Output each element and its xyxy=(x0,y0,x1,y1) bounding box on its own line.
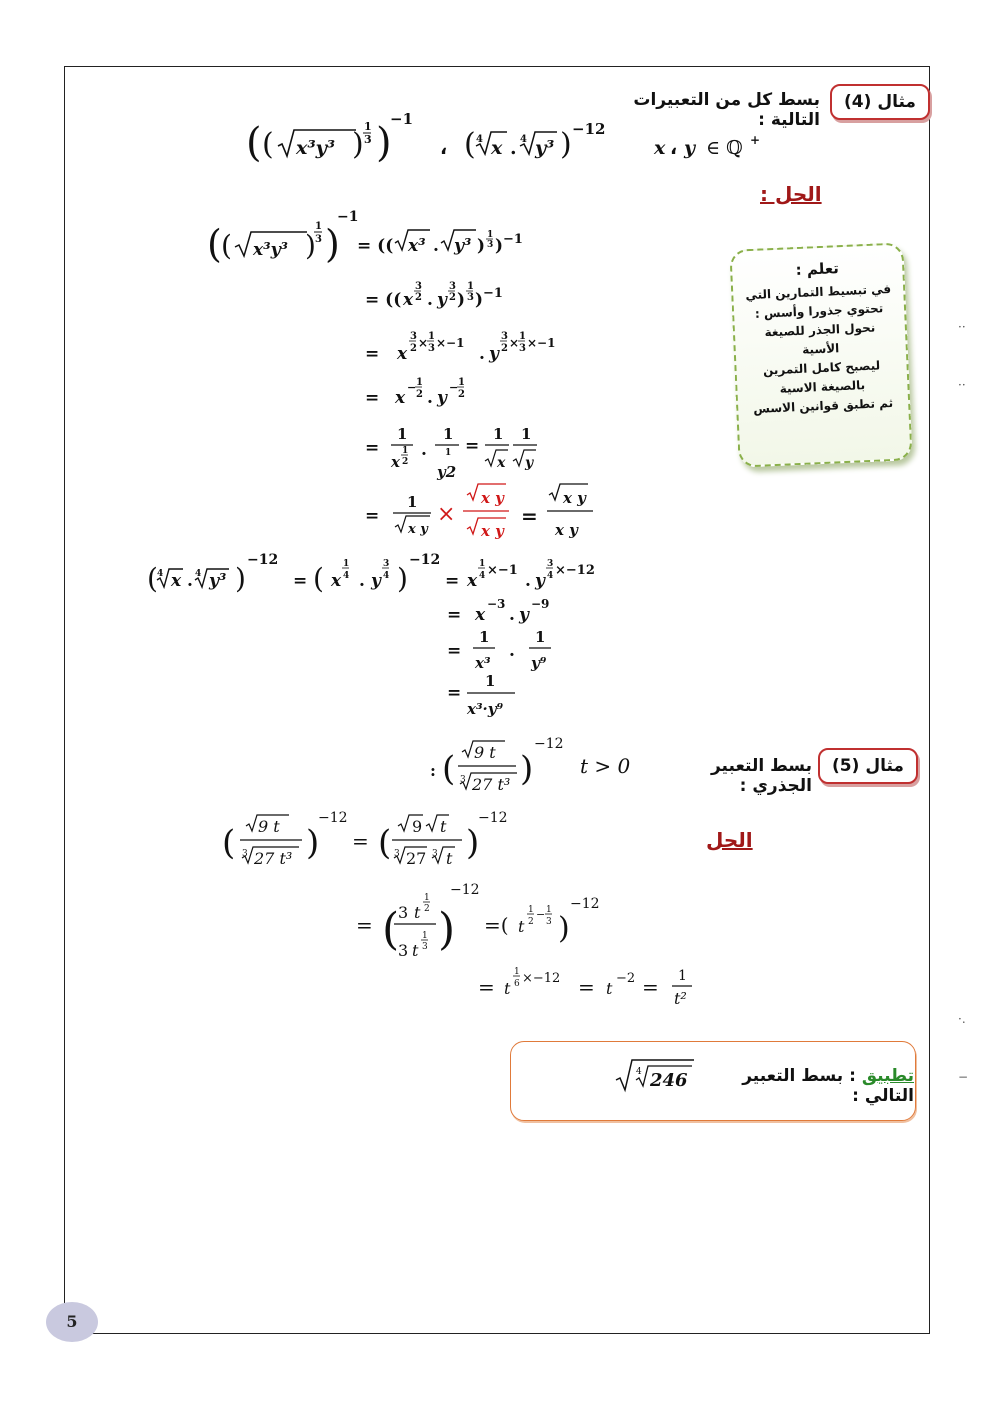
svg-text:(: ( xyxy=(222,823,236,863)
svg-text:= ((: = (( xyxy=(365,290,402,310)
learn-note-line: الأسية xyxy=(801,341,840,357)
svg-text:y⁹: y⁹ xyxy=(531,654,547,672)
svg-text:.: . xyxy=(509,605,515,625)
svg-text:×−1: ×−1 xyxy=(527,336,556,350)
svg-text:3: 3 xyxy=(398,903,409,922)
example-5-steps xyxy=(222,808,722,1018)
svg-text:1: 1 xyxy=(424,893,430,903)
svg-text:−3: −3 xyxy=(487,597,506,611)
svg-text:1: 1 xyxy=(343,559,350,569)
example-5-expression xyxy=(428,732,578,798)
svg-text:−1: −1 xyxy=(483,286,503,301)
svg-text:1: 1 xyxy=(519,331,526,342)
svg-text:y: y xyxy=(525,455,534,471)
svg-text:(: ( xyxy=(246,120,262,166)
svg-text:4: 4 xyxy=(383,571,390,581)
svg-text:): ) xyxy=(352,127,364,162)
svg-text:): ) xyxy=(397,562,408,595)
learn-note-line: تحتوي جذورا وأسس : xyxy=(754,301,884,321)
svg-text:4: 4 xyxy=(195,569,202,579)
svg-text:): ) xyxy=(306,823,320,863)
svg-text:4: 4 xyxy=(636,1067,642,1077)
svg-text:=: = xyxy=(356,913,373,937)
svg-text:3: 3 xyxy=(519,343,526,354)
svg-text:4: 4 xyxy=(157,569,164,579)
svg-text:2: 2 xyxy=(402,457,409,467)
svg-text:2: 2 xyxy=(410,343,417,354)
svg-text:9 t: 9 t xyxy=(474,743,496,762)
svg-text:3: 3 xyxy=(410,331,417,342)
svg-text:1: 1 xyxy=(521,425,532,443)
svg-text:،: ، xyxy=(440,137,448,159)
svg-text:×−1: ×−1 xyxy=(436,336,465,350)
svg-text:×−12: ×−12 xyxy=(555,563,595,578)
svg-text:y2: y2 xyxy=(437,463,457,481)
svg-text:(: ( xyxy=(262,127,274,162)
svg-text:x: x xyxy=(497,455,506,471)
example-5-task: بسط التعبير الجذري : xyxy=(710,756,812,796)
svg-text:−1: −1 xyxy=(390,110,414,128)
svg-text:y: y xyxy=(489,344,499,364)
svg-text:2: 2 xyxy=(501,343,508,354)
svg-text:): ) xyxy=(305,229,316,262)
svg-text:=: = xyxy=(365,438,380,458)
svg-text:.: . xyxy=(187,571,193,591)
svg-text:2: 2 xyxy=(416,389,423,400)
svg-text:(: ( xyxy=(382,904,400,955)
svg-text:−1: −1 xyxy=(503,232,523,247)
svg-text:=: = xyxy=(447,683,462,703)
example-5-badge: مثال (5) xyxy=(818,748,918,784)
svg-text:x: x xyxy=(391,453,400,471)
svg-text:×: × xyxy=(509,336,520,350)
svg-text:.: . xyxy=(421,440,427,460)
svg-text:=: = xyxy=(365,344,380,364)
svg-text:246: 246 xyxy=(650,1070,688,1091)
svg-text:y: y xyxy=(437,388,447,408)
svg-text:): ) xyxy=(325,222,340,266)
svg-text:=: = xyxy=(465,436,480,456)
svg-text:): ) xyxy=(477,236,486,256)
svg-text:.: . xyxy=(509,641,515,661)
svg-text:∈ ℚ: ∈ ℚ xyxy=(706,137,743,159)
learn-note-title: تعلم : xyxy=(795,259,840,280)
svg-text:×−1: ×−1 xyxy=(487,563,518,578)
svg-text:−12: −12 xyxy=(247,552,279,568)
svg-text:x³y³: x³y³ xyxy=(296,137,336,159)
svg-text:y: y xyxy=(684,137,696,159)
svg-text:x: x xyxy=(475,605,486,625)
svg-text:): ) xyxy=(560,127,572,162)
svg-text:x³: x³ xyxy=(475,654,491,672)
example-4-expressions xyxy=(240,108,780,178)
svg-text::: : xyxy=(430,761,436,780)
svg-text:(: ( xyxy=(378,823,392,863)
svg-text:2: 2 xyxy=(415,292,422,303)
svg-text:=: = xyxy=(478,975,495,999)
svg-text:=: = xyxy=(365,388,380,408)
svg-text:2: 2 xyxy=(424,904,430,914)
svg-text:1: 1 xyxy=(485,672,496,690)
svg-text:x³: x³ xyxy=(408,236,426,256)
svg-text:1: 1 xyxy=(535,628,546,646)
svg-text:): ) xyxy=(457,290,466,310)
svg-text:−1: −1 xyxy=(337,209,359,225)
example-5-solution-label: الحل xyxy=(706,828,753,852)
svg-text:t: t xyxy=(412,941,419,960)
svg-text:): ) xyxy=(558,911,570,946)
svg-text:−12: −12 xyxy=(450,882,480,898)
svg-text:y³: y³ xyxy=(209,571,227,591)
svg-text:2: 2 xyxy=(458,389,465,400)
svg-text:=: = xyxy=(445,571,460,591)
svg-text:x: x xyxy=(403,290,414,310)
svg-text:t²: t² xyxy=(674,989,687,1008)
learn-note-line: ليصبح كامل التمرين xyxy=(762,358,881,378)
svg-text:3: 3 xyxy=(364,133,372,146)
svg-text:،: ، xyxy=(670,137,678,159)
svg-text:−12: −12 xyxy=(570,896,600,912)
svg-text:t: t xyxy=(414,903,421,922)
svg-text:.: . xyxy=(510,137,517,159)
svg-text:y: y xyxy=(535,571,545,591)
svg-text:1: 1 xyxy=(428,331,435,342)
svg-text:x³·y⁹: x³·y⁹ xyxy=(467,700,504,718)
svg-text:3: 3 xyxy=(501,331,508,342)
svg-text:): ) xyxy=(466,823,480,863)
margin-mark: ·· xyxy=(958,320,966,334)
svg-text:−12: −12 xyxy=(478,810,508,826)
svg-text:27 t³: 27 t³ xyxy=(472,775,511,794)
svg-text:x y: x y xyxy=(555,521,578,539)
svg-text:t: t xyxy=(504,979,511,998)
margin-mark: ·· xyxy=(958,378,966,392)
svg-text:=: = xyxy=(293,571,308,591)
learn-note-line: نحول الجذر للصيغة xyxy=(764,320,876,340)
svg-text:1: 1 xyxy=(315,221,322,232)
svg-text:1: 1 xyxy=(514,967,520,977)
svg-text:x y: x y xyxy=(408,522,428,537)
svg-text:x: x xyxy=(654,137,666,159)
svg-text:−: − xyxy=(536,908,546,921)
svg-text:.: . xyxy=(433,236,439,256)
svg-text:6: 6 xyxy=(514,979,520,989)
svg-text:1: 1 xyxy=(416,377,423,388)
margin-mark: − xyxy=(958,1070,969,1084)
svg-text:x³y³: x³y³ xyxy=(253,240,288,260)
svg-text:=: = xyxy=(352,829,369,853)
application-expression xyxy=(614,1056,698,1096)
learn-note xyxy=(729,242,912,467)
svg-text:t: t xyxy=(440,817,447,836)
svg-text:3: 3 xyxy=(398,941,409,960)
svg-text:3: 3 xyxy=(383,559,390,569)
svg-text:9 t: 9 t xyxy=(258,817,280,836)
svg-text:1: 1 xyxy=(479,628,490,646)
svg-text:1: 1 xyxy=(397,425,408,443)
svg-text:=: = xyxy=(578,975,595,999)
application-task: : بسط التعبير التالي : xyxy=(742,1066,914,1106)
svg-text:(: ( xyxy=(442,749,456,789)
margin-mark: ·. xyxy=(958,1012,966,1026)
svg-text:y: y xyxy=(519,605,529,625)
svg-text:): ) xyxy=(376,120,392,166)
svg-text:y: y xyxy=(437,290,447,310)
svg-text:3: 3 xyxy=(394,849,400,859)
svg-text:=: = xyxy=(447,641,462,661)
svg-text:−12: −12 xyxy=(409,552,441,568)
svg-text:×: × xyxy=(418,336,429,350)
svg-text:×−12: ×−12 xyxy=(522,971,561,986)
svg-text:y: y xyxy=(371,571,381,591)
svg-text:1: 1 xyxy=(445,448,452,458)
learn-note-line: ثم تطبق قوانين الاسس xyxy=(753,395,894,416)
svg-text:.: . xyxy=(359,571,365,591)
svg-text:x: x xyxy=(171,571,182,591)
svg-text:t: t xyxy=(518,917,525,936)
svg-text:.: . xyxy=(525,571,531,591)
svg-text:t: t xyxy=(446,849,453,868)
svg-text:4: 4 xyxy=(547,571,554,581)
svg-text:1: 1 xyxy=(546,905,552,915)
svg-text:3: 3 xyxy=(432,849,438,859)
svg-text:4: 4 xyxy=(476,134,483,145)
svg-text:−9: −9 xyxy=(531,597,550,611)
svg-text:4: 4 xyxy=(343,571,350,581)
svg-text:(: ( xyxy=(313,562,324,595)
svg-text:): ) xyxy=(438,904,456,955)
svg-text:x: x xyxy=(397,344,408,364)
svg-text:t: t xyxy=(606,979,613,998)
learn-note-line: بالصيغة الاسية xyxy=(779,378,866,396)
learn-note-line: في تبسيط التمارين التي xyxy=(745,281,892,303)
svg-text:−2: −2 xyxy=(616,971,636,986)
svg-text:x y: x y xyxy=(481,489,504,507)
svg-text:.: . xyxy=(427,388,433,408)
svg-text:=: = xyxy=(365,506,380,526)
svg-text:−12: −12 xyxy=(534,736,564,752)
svg-text:=(: =( xyxy=(484,913,509,937)
svg-text:x y: x y xyxy=(563,489,586,507)
svg-text:1: 1 xyxy=(458,377,465,388)
svg-text:.: . xyxy=(479,344,485,364)
svg-text:27 t³: 27 t³ xyxy=(254,849,293,868)
svg-text:(: ( xyxy=(207,222,222,266)
svg-text:): ) xyxy=(520,749,534,789)
example-4-task: بسط كل من التعبيرات التالية : xyxy=(633,90,820,130)
svg-text:3: 3 xyxy=(415,281,422,292)
svg-text:1: 1 xyxy=(467,281,474,292)
svg-text:x y: x y xyxy=(481,522,504,540)
svg-text:3: 3 xyxy=(422,942,428,952)
svg-text:1: 1 xyxy=(678,968,687,984)
svg-text:x: x xyxy=(395,388,406,408)
svg-text:4: 4 xyxy=(479,571,486,581)
svg-text:): ) xyxy=(235,562,246,595)
svg-text:2: 2 xyxy=(528,917,534,927)
svg-text:.: . xyxy=(427,290,433,310)
example-4-badge: مثال (4) xyxy=(830,84,930,120)
svg-text:3: 3 xyxy=(467,292,474,303)
application-label: تطبيق xyxy=(861,1066,914,1086)
svg-text:1: 1 xyxy=(402,446,409,456)
svg-text:−: − xyxy=(449,381,459,394)
svg-text:x: x xyxy=(331,571,342,591)
svg-text:+: + xyxy=(750,133,761,147)
svg-text:−12: −12 xyxy=(572,120,606,138)
svg-text:): ) xyxy=(475,290,484,310)
svg-text:1: 1 xyxy=(487,230,494,240)
application-text xyxy=(700,1066,914,1106)
svg-text:=: = xyxy=(521,504,538,528)
svg-text:1: 1 xyxy=(479,559,486,569)
svg-text:−12: −12 xyxy=(318,810,348,826)
svg-text:3: 3 xyxy=(315,234,322,245)
svg-text:9: 9 xyxy=(412,817,423,836)
svg-text:3: 3 xyxy=(547,559,554,569)
svg-text:4: 4 xyxy=(520,134,527,145)
svg-text:1: 1 xyxy=(493,425,504,443)
example-4-steps-part1 xyxy=(205,205,725,545)
svg-text:y³: y³ xyxy=(454,236,472,256)
svg-text:1: 1 xyxy=(528,905,534,915)
svg-text:3: 3 xyxy=(487,240,494,250)
svg-text:3: 3 xyxy=(242,849,248,859)
svg-text:=: = xyxy=(447,605,462,625)
svg-text:(: ( xyxy=(147,562,158,595)
svg-text:x: x xyxy=(491,137,503,159)
example-5-condition: t > 0 xyxy=(580,754,631,778)
svg-text:27: 27 xyxy=(406,849,427,868)
svg-text:3: 3 xyxy=(428,343,435,354)
svg-text:2: 2 xyxy=(449,292,456,303)
svg-text:y³: y³ xyxy=(535,137,555,159)
svg-text:=: = xyxy=(642,975,659,999)
svg-text:−: − xyxy=(407,381,417,394)
svg-text:×: × xyxy=(437,502,456,527)
svg-text:): ) xyxy=(495,236,504,256)
svg-text:= ((: = (( xyxy=(357,236,394,256)
svg-text:1: 1 xyxy=(422,931,428,941)
svg-text:3: 3 xyxy=(460,775,466,785)
example-4-solution-label: الحل : xyxy=(760,182,822,206)
svg-text:x: x xyxy=(467,571,478,591)
svg-text:(: ( xyxy=(464,127,476,162)
svg-text:(: ( xyxy=(221,229,232,262)
svg-text:3: 3 xyxy=(449,281,456,292)
svg-text:1: 1 xyxy=(443,425,454,443)
svg-text:1: 1 xyxy=(407,493,418,511)
svg-text:1: 1 xyxy=(364,120,372,133)
svg-text:3: 3 xyxy=(546,917,552,927)
page-number: 5 xyxy=(46,1302,98,1342)
example-4-steps-part2 xyxy=(145,548,625,723)
